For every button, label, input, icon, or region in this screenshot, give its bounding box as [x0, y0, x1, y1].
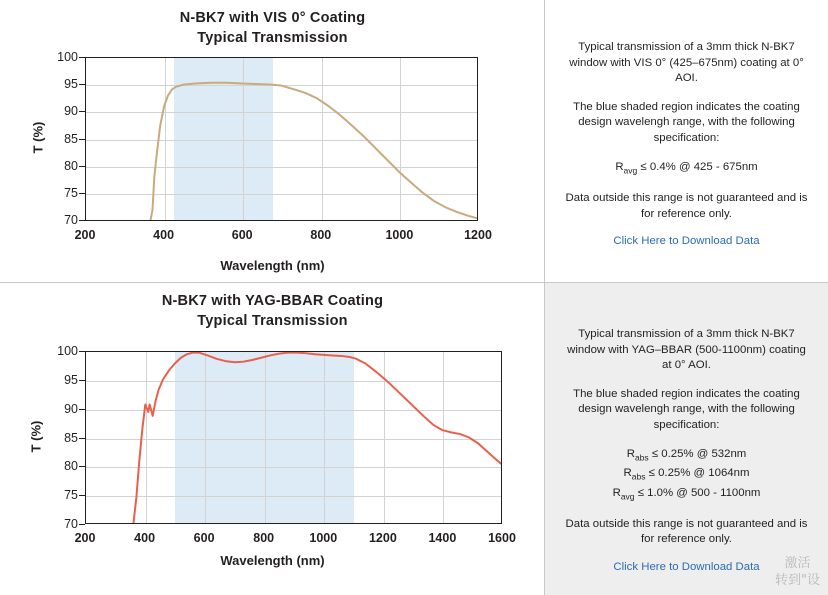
- disclaimer-vis: Data outside this range is not guaranteed and is for reference only.: [565, 192, 808, 220]
- description-cell-vis: [545, 0, 828, 282]
- ymark-vis-95: [79, 84, 85, 85]
- xtick-yag-400: 400: [134, 531, 156, 545]
- disclaimer-yag: Data outside this range is not guaranteed and is for reference only.: [565, 517, 808, 546]
- chart-title-vis-line1: N-BK7 with VIS 0° Coating: [179, 10, 366, 26]
- ytick-vis-85: 85: [64, 131, 78, 146]
- xtick-yag-1200: 1200: [368, 531, 397, 545]
- transmission-curve-vis: [86, 58, 477, 220]
- ymark-yag-100: [79, 351, 85, 352]
- spec-item-vis-1: $R_{avg} \le 0.4\%$ @ 425 - 675nm: [615, 161, 758, 176]
- ymark-yag-85: [79, 438, 85, 439]
- ymark-vis-90: [79, 111, 85, 112]
- description-text-yag: Typical transmission of a 3mm thick N-BK7 window with YAG–BBAR (500-1100nm) coating at 0° AOI.: [567, 328, 806, 371]
- ytick-yag-95: 95: [64, 372, 78, 387]
- ymark-yag-80: [79, 466, 85, 467]
- ymark-yag-90: [79, 409, 85, 410]
- xtick-vis-1000: 1000: [385, 228, 414, 242]
- ymark-vis-80: [79, 166, 85, 167]
- spec-item-yag-2: $R_{abs} \le 0.25\%$ @ 1064nm: [623, 467, 750, 482]
- ytick-vis-70: 70: [64, 213, 78, 228]
- xtick-yag-800: 800: [253, 531, 275, 545]
- panel-vis-coating: [0, 0, 828, 282]
- ymark-yag-70: [79, 524, 85, 525]
- xtick-vis-200: 200: [74, 228, 96, 242]
- xtick-yag-600: 600: [193, 531, 215, 545]
- spec-item-yag-3: $R_{avg} \le 1.0\%$ @ 500 - 1100nm: [612, 486, 761, 501]
- spec-list-yag: [563, 446, 810, 504]
- chart-cell-yag: [0, 283, 545, 595]
- plot-area-yag: [85, 351, 502, 524]
- xtick-yag-1600: 1600: [488, 531, 516, 545]
- chart-cell-vis: [0, 0, 545, 282]
- ytick-yag-70: 70: [64, 517, 78, 531]
- spec-list-vis: [563, 159, 810, 178]
- y-axis-label-yag: T (%): [28, 420, 44, 453]
- ymark-vis-70: [79, 220, 85, 221]
- chart-title-vis-line2: Typical Transmission: [197, 30, 348, 46]
- xtick-yag-1000: 1000: [309, 531, 338, 545]
- band-note-yag: The blue shaded region indicates the coating design wavelengh range, with the following specification:: [573, 387, 800, 431]
- ytick-yag-75: 75: [64, 488, 78, 503]
- plot-area-vis: [85, 57, 478, 221]
- xtick-vis-400: 400: [153, 228, 175, 242]
- ytick-yag-100: 100: [57, 344, 78, 358]
- ymark-yag-75: [79, 495, 85, 496]
- xtick-vis-600: 600: [231, 228, 253, 242]
- watermark-line-2: 转到"设: [775, 573, 820, 588]
- xtick-yag-200: 200: [74, 531, 96, 545]
- ytick-yag-85: 85: [64, 430, 78, 445]
- watermark-line-1: 激活: [784, 556, 811, 571]
- download-data-link-yag[interactable]: Click Here to Download Data: [613, 560, 760, 573]
- xtick-yag-1400: 1400: [428, 531, 457, 545]
- spec-item-vis-1-text: ≤ 0.4% @ 425 - 675nm: [637, 161, 758, 173]
- ytick-yag-80: 80: [64, 459, 78, 474]
- x-axis-label-yag: Wavelength (nm): [220, 553, 325, 568]
- description-cell-yag: [545, 283, 828, 595]
- chart-title-yag-line1: N-BK7 with YAG-BBAR Coating: [161, 293, 384, 309]
- x-axis-label-vis: Wavelength (nm): [220, 258, 325, 273]
- band-note-vis: The blue shaded region indicates the coating design wavelengh range, with the following specification:: [573, 100, 800, 144]
- spec-item-yag-1: $R_{abs} \le 0.25\%$ @ 532nm: [626, 448, 747, 463]
- transmission-curve-yag: [86, 352, 501, 523]
- chart-title-vis: [0, 0, 545, 48]
- ymark-yag-95: [79, 380, 85, 381]
- y-axis-label-vis: T (%): [30, 121, 46, 154]
- ymark-vis-85: [79, 139, 85, 140]
- xtick-vis-1200: 1200: [464, 228, 492, 242]
- panel-yag-bbar-coating: [0, 283, 828, 595]
- description-text-vis: Typical transmission of a 3mm thick N-BK7 window with VIS 0° (425–675nm) coating at 0° AOI.: [569, 41, 804, 84]
- ytick-vis-80: 80: [64, 158, 78, 173]
- chart-title-yag: [0, 283, 545, 331]
- ymark-vis-100: [79, 57, 85, 58]
- ymark-vis-75: [79, 193, 85, 194]
- download-data-link-vis[interactable]: Click Here to Download Data: [613, 235, 760, 248]
- ytick-vis-100: 100: [57, 50, 78, 64]
- ytick-vis-95: 95: [64, 77, 78, 92]
- xtick-vis-800: 800: [310, 228, 332, 242]
- chart-title-yag-line2: Typical Transmission: [197, 313, 348, 329]
- ytick-vis-90: 90: [64, 104, 78, 119]
- ytick-yag-90: 90: [64, 401, 78, 416]
- ytick-vis-75: 75: [64, 186, 78, 200]
